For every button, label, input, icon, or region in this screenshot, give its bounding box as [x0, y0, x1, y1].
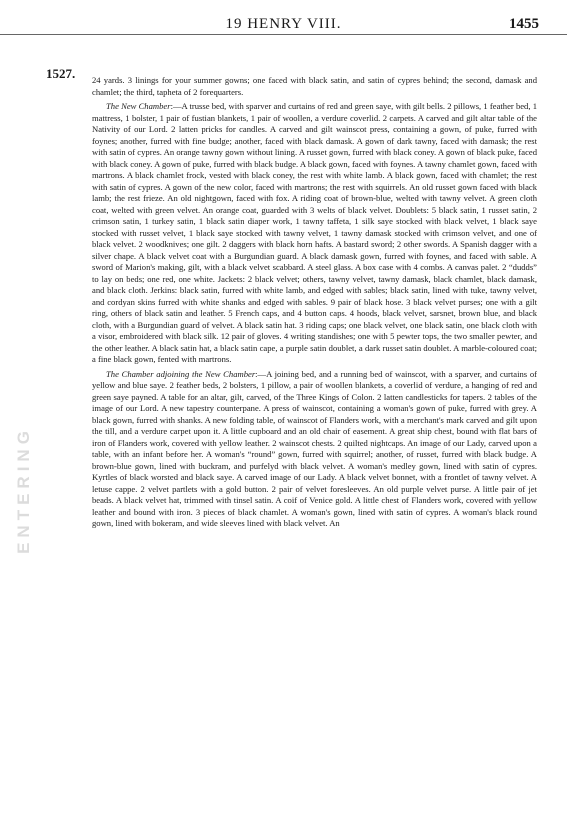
- opening-paragraph: 24 yards. 3 linings for your summer gowns; one faced with black satin, and satin of cypres behind; the second, damask and chamlet; the third, tapheta of 2 forequarters.: [92, 75, 537, 97]
- page-number: 1455: [509, 16, 539, 32]
- page-header: [0, 10, 567, 40]
- adjoining-chamber-text: :—A joining bed, and a running bed of wainscot, with a sparver, and curtains of yellow and blue saye. 2 feather beds, 2 bolsters, 1 pillow, a pair of woollen blankets, a coverlid of verdure, a hanging of red and green saye payned. A table for an altar, gilt, carved, of the Three Kings of Colon. 2 latten candlesticks for tapers. 2 tables of the image of our Lord. A new tapestry counterpane. A press of wainscot, containing a woman's gown of puke, furred with grey. A black gown, furred with shanks. A new folding table, of wainscot of Flanders work, with a merchant's mark carved and gilt upon the till, and a verdure carpet upon it. A little cupboard and an old chair of easement. A great ship chest, bound with flat bars of iron of Flanders work, covered with yellow leather. 2 wainscot chests. 2 quilted nightcaps. An image of our Lady, carved upon a table, with an infant before her. A woman's “round” gown, furred with squirrel; another, of russet, furred with black budge. A brown-blue gown, lined with buckram, and purfelyd with black velvet. A woman's medley gown, lined with satin of cypres. Kyrtles of black worsted and black saye. A carved image of our Lady. A black velvet bonnet, with a frontlet of tawny velvet. A letuse cappe. 2 velvet partlets with a gold button. 2 pair of velvet foresleeves. An old purple velvet purse. A little pair of jet beads. A black velvet hat, trimmed with tinsel satin. A coif of Venice gold. A little chest of Flanders work, covered with yellow leather and bound with iron. 3 pieces of black chamlet. A woman's gown, lined with satin of cypres. A woman's black round gown, lined with bokeram, and wide sleeves lined with black velvet. An: [92, 368, 537, 528]
- running-title: 19 HENRY VIII.: [225, 16, 342, 32]
- new-chamber-heading: The New Chamber: [106, 101, 171, 111]
- new-chamber-text: :—A trusse bed, with sparver and curtains of red and green saye, with gilt bells. 2 pillows, 1 feather bed, 1 mattress, 1 bolster, 1 pair of fustian blankets, 1 pair of woollen, a verdure coverlid. 2 carpets. A carved and gilt altar table of the Nativity of our Lord. 2 latten pricks for candles. A carved and gilt wainscot press, containing a gown, of puke, furred with foynes; another, furred with fine budge; another, faced with black damask. A gown of dark tawny, faced with damask; the rest with satin of cypres. An orange tawny gown without lining. A russet gown, furred with black coney. A gown of black puke, faced with black coney. A gown of puke, furred with black budge. A black gown, faced with foynes. A tawny chamlet gown, faced with martrons. A black chamlet frock, vested with black coney, the rest with white lamb. A black gown, faced with chamlet; the rest with satin of cypres. A gown of the new color, faced with martrons; the rest with squirrels. An old russet gown faced with black lamb; the rest frieze. An old nightgown, faced with fox. A riding coat of brown-blue, welted with tawny velvet. A green cloth coat, welted with green velvet. An orange coat, guarded with 3 welts of black velvet. Doublets: 5 black satin, 1 russet satin, 2 crimson satin, 1 turkey satin, 1 black satin diaper work, 1 tawny taffeta, 1 silk saye stocked with black velvet, 1 black saye stocked with russet velvet, 1 black saye stocked with tawny velvet, 1 tawny damask stocked with crimson velvet, and one of black velvet. 2 woodknives; one gilt. 2 daggers with black horn hafts. A bastard sword; 2 other swords. A Spanish dagger with a silver chape. A black velvet coat with a Burgundian guard. A black damask gown, furred with foynes, and faced with sable. A sword of Marion's making, gilt, with a black velvet scabbard. A steel glass. A box case with 4 combs. A canvas palet. 2 “dudds” to lay on beds; one red, one white. Jackets: 2 black velvet; others, tawny velvet, tawny damask, black chamlet, black damask, and black cloth. Jerkins: black satin, furred with white lamb, and edged with sables; black satin, lined with tuke, tawny velvet, and cordyan skins furred with white shanks and edged with sables. 9 pair of black hose. 3 black velvet purses; one with a gilt ring, others of black satin and leather. 5 French caps, and 4 button caps. 4 hoods, black velvet, sarsnet, brown blue, and black cloth, with a Burgundian guard of velvet. A black satin hat. 3 riding caps; one black velvet, one black satin, one black cloth with a visor, embroidered with black silk. 12 pair of gloves. 4 writing standishes; one with 5 pewter tops, the two smaller pewter, and the other leather. A black satin hat, a black satin cape, a purple satin doublet, a dark russet satin doublet. A marble-coloured coat; a fine black gown, fented with martrons.: [92, 101, 537, 364]
- margin-year: 1527.: [46, 66, 76, 81]
- adjoining-chamber-paragraph: [92, 369, 537, 530]
- adjoining-chamber-heading: The Chamber adjoining the New Chamber: [106, 368, 256, 379]
- stamp-text: ENTERING: [14, 426, 33, 554]
- library-stamp: [4, 368, 42, 628]
- main-text: [92, 75, 537, 533]
- header-rule: [0, 34, 567, 35]
- new-chamber-paragraph: [92, 101, 537, 366]
